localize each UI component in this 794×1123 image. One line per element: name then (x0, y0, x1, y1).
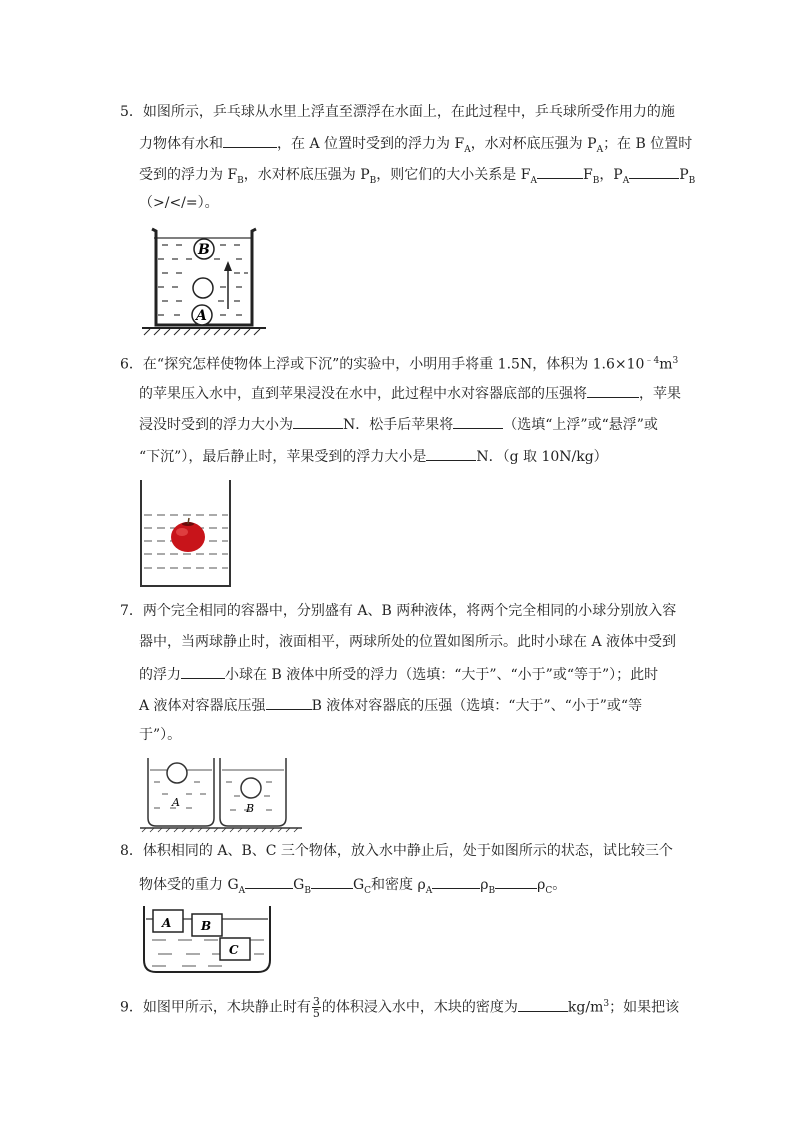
q6-number: 6． (120, 356, 143, 373)
q5-line-4: （>/</=）。 (139, 195, 219, 211)
q5-number: 5． (120, 104, 143, 120)
q5-line-3: 受到的浮力为 $F_B$，水对杯底压强为 $P_B$，则它们的大小关系是 $F_A$ $F_B$，$P_A$ $P_B$ (139, 164, 695, 190)
q8-line-2: 物体受的重力 $G_A$ $G_B$ $G_C$和密度 $\rho_A$ $\rho_B$ $\rho_C$。 (139, 874, 566, 900)
object-a-label: A (162, 916, 172, 930)
q6-line-3: 浸没时受到的浮力大小为 N．松手后苹果将 （选填“上浮”或“悬浮”或 (139, 414, 658, 434)
ball-middle (193, 278, 213, 298)
ball-b-label: B (198, 242, 210, 258)
object-c-label: C (229, 943, 239, 957)
q5-blank-1[interactable] (223, 133, 277, 148)
q7-blank-1[interactable] (181, 664, 225, 679)
q6-apple-container-figure (138, 478, 238, 590)
q9-blank-1[interactable] (518, 997, 568, 1012)
q7-line-4: A 液体对容器底压强 B 液体对容器底的压强（选填：“大于”、“小于”或“等 (139, 695, 642, 715)
q8-blank-3[interactable] (432, 874, 480, 889)
q8-number: 8． (120, 843, 143, 859)
q6-blank-1[interactable] (587, 383, 639, 398)
q8-blank-4[interactable] (495, 874, 537, 889)
q8-line-1: 8．体积相同的 A、B、C 三个物体，放入水中静止后，处于如图所示的状态，试比较三个 (120, 843, 673, 859)
q7-blank-2[interactable] (266, 695, 312, 710)
q9-fraction: $\frac{3}{5}$ (312, 995, 320, 1021)
q6-line-1: 6．在“探究怎样使物体上浮或下沉”的实验中，小明用手将重 1.5N，体积为 $1.6\times 10^{﹣4}m^3$ (120, 356, 679, 373)
q8-blank-1[interactable] (245, 874, 293, 889)
q8-three-objects-figure (138, 904, 278, 976)
q6-blank-2[interactable] (293, 414, 343, 429)
q8-blank-2[interactable] (311, 874, 353, 889)
q9-number: 9． (120, 999, 143, 1016)
q7-line-2: 器中，当两球静止时，液面相平，两球所处的位置如图所示。此时小球在 A 液体中受到 (139, 634, 677, 650)
q7-line-3: 的浮力 小球在 B 液体中所受的浮力（选填：“大于”、“小于”或“等于”）；此时 (139, 664, 658, 684)
q7-line-5: 于”）。 (139, 727, 182, 743)
q7-two-containers-figure (140, 754, 310, 832)
arrow-head-icon (224, 261, 232, 271)
q6-line-2: 的苹果压入水中，直到苹果浸没在水中，此过程中水对容器底部的压强将 ，苹果 (139, 383, 681, 403)
ball-a-label: A (196, 308, 207, 324)
ball-in-a (167, 763, 187, 783)
ground-hatch (144, 329, 260, 335)
q5-blank-2[interactable] (537, 164, 583, 179)
q9-line-1: 9．如图甲所示，木块静止时有 $\frac{3}{5}$ 的体积浸入水中，木块的密度为 $kg/m^3$；如果把该 (120, 995, 680, 1021)
liquid-b-label: B (246, 802, 255, 815)
apple-icon (171, 518, 205, 552)
q5-blank-3[interactable] (629, 164, 679, 179)
q5-line-2: 力物体有水和 ，在 A 位置时受到的浮力为 $F_A$，水对杯底压强为 $P_A$；在 B 位置时 (139, 133, 692, 159)
q6-line-4: “下沉”），最后静止时，苹果受到的浮力大小是 N．（g 取 10N/kg） (139, 446, 608, 466)
ball-in-b (241, 778, 261, 798)
q5-beaker-figure (140, 225, 270, 340)
q6-blank-4[interactable] (426, 446, 476, 461)
object-b-label: B (201, 919, 212, 933)
container-a-dashes (154, 782, 206, 808)
q6-blank-3[interactable] (453, 414, 503, 429)
q7-line-1: 7．两个完全相同的容器中，分别盛有 A、B 两种液体，将两个完全相同的小球分别放入容 (120, 603, 677, 619)
q5-line-1: 5．如图所示，乒乓球从水里上浮直至漂浮在水面上，在此过程中，乒乓球所受作用力的施 (120, 104, 675, 120)
q7-number: 7． (120, 603, 143, 619)
liquid-a-label: A (172, 796, 180, 809)
